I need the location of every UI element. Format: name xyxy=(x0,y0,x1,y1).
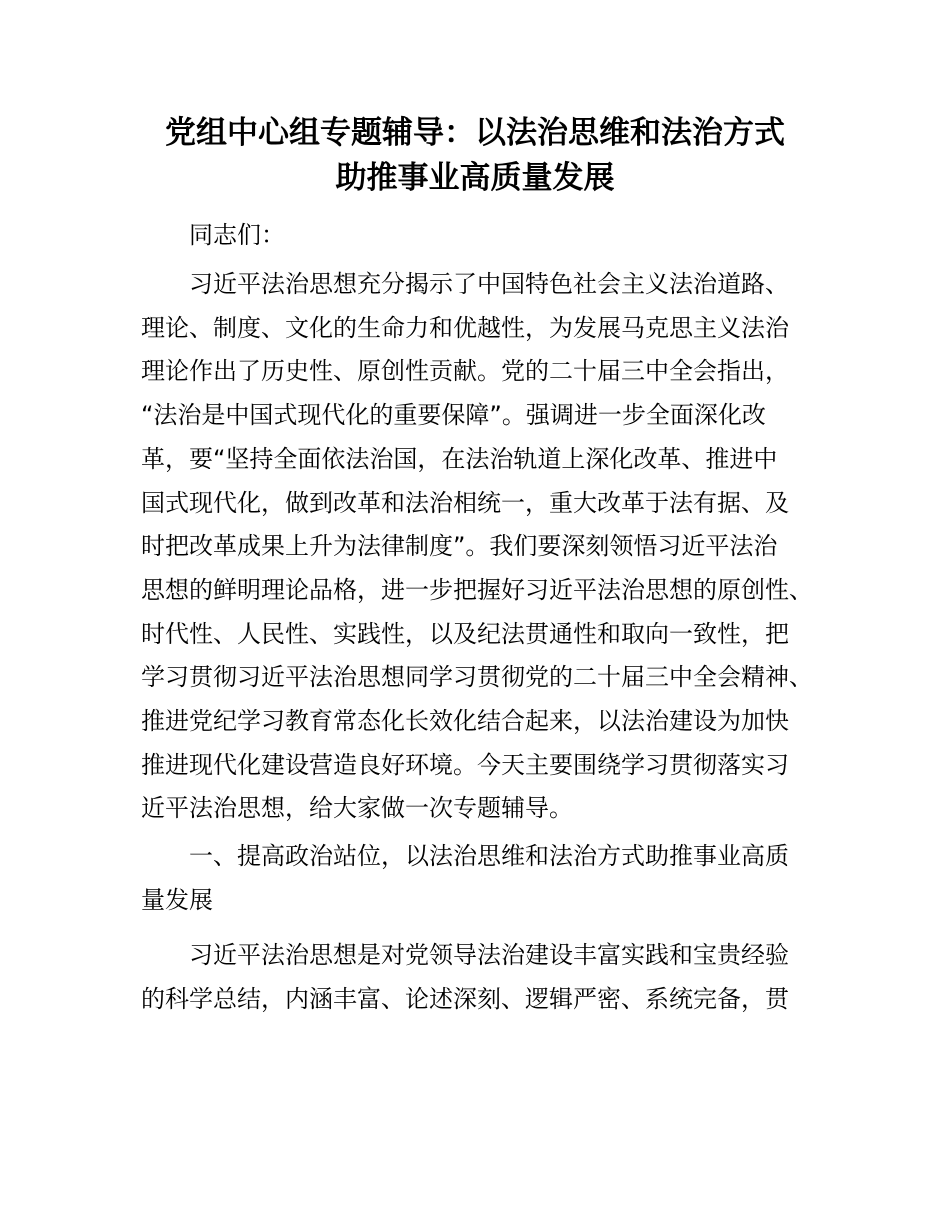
document-title-line-1: 党组中心组专题辅导：以法治思维和法治方式 xyxy=(165,115,785,151)
paragraph-section-1: 习近平法治思想是对党领导法治建设丰富实践和宝贵经验 的科学总结，内涵丰富、论述深刻、逻辑严密、系统完备，贯 xyxy=(141,941,789,1013)
section-heading-1: 一、提高政治站位，以法治思维和法治方式助推事业高质 量发展 xyxy=(141,842,789,914)
salutation: 同志们： xyxy=(189,221,285,249)
document-title-line-2: 助推事业高质量发展 xyxy=(335,160,615,196)
paragraph-intro: 习近平法治思想充分揭示了中国特色社会主义法治道路、 理论、制度、文化的生命力和优越性，为发展马克思主义法治 理论作出了历史性、原创性贡献。党的二十届三中全会指出， “法治是中国式现代化的重要保障”。强调进一步全面深化改 革，要“坚持全面依法治国，在法治轨道上深化改革、推进中 国式现代化，做到改革和法治相统一，重大改革于法有据、及 时把改革成果上升为法律制度”。我们要深刻领悟习近平法治 思想的鲜明理论品格，进一步把握好习近平法治思想的原创性、 时代性、人民性、实践性，以及纪法贯通性和取向一致性，把 学习贯彻习近平法治思想同学习贯彻党的二十届三中全会精神、 推进党纪学习教育常态化长效化结合起来，以法治建设为加快 推进现代化建设营造良好环境。今天主要围绕学习贯彻落实习 近平法治思想，给大家做一次专题辅导。 xyxy=(141,270,813,823)
